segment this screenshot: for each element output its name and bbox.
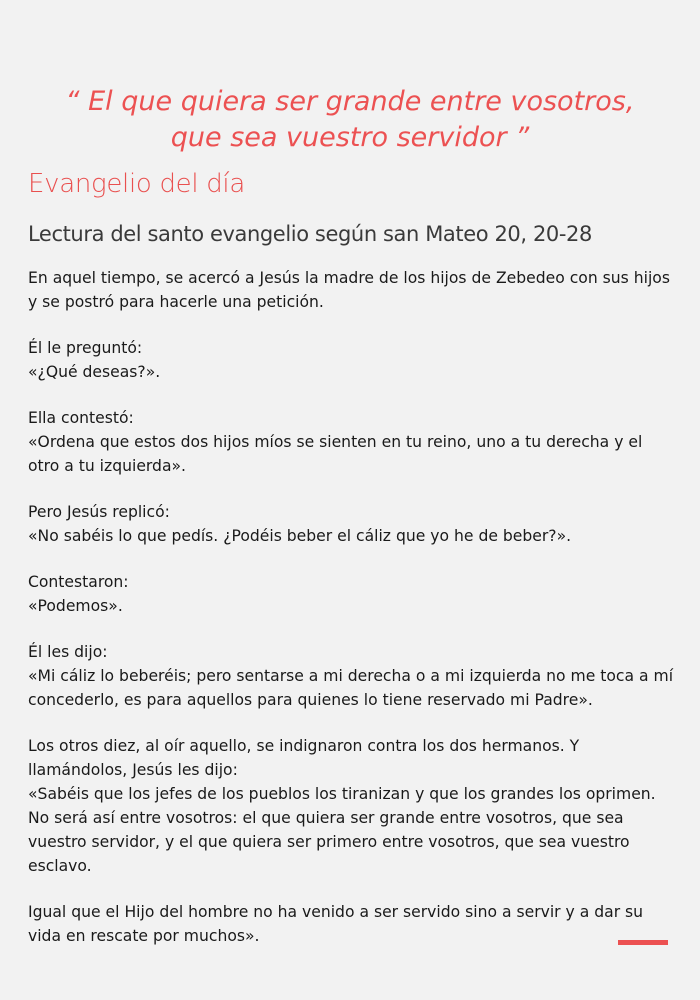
gospel-paragraph (28, 570, 676, 618)
gospel-paragraph-line: Contestaron: (28, 573, 129, 591)
reading-title: Lectura del santo evangelio según san Mateo 20, 20-28 (28, 222, 592, 246)
gospel-paragraph-line: En aquel tiempo, se acercó a Jesús la madre de los hijos de Zebedeo con sus hijos y se postró para hacerle una petición. (28, 269, 670, 311)
gospel-quote-line-1: “ El que quiera ser grande entre vosotros, (65, 86, 635, 117)
gospel-paragraph-line: «Mi cáliz lo beberéis; pero sentarse a mi derecha o a mi izquierda no me toca a mí concederlo, es para aquellos para quienes lo tiene reservado mi Padre». (28, 667, 674, 709)
gospel-paragraph-line: Igual que el Hijo del hombre no ha venido a ser servido sino a servir y a dar su vida en rescate por muchos». (28, 903, 644, 945)
gospel-paragraph-line: Él le preguntó: (28, 339, 143, 357)
gospel-quote-line-2: que sea vuestro servidor ” (170, 122, 530, 153)
gospel-quote (0, 84, 700, 156)
gospel-paragraph-line: «No sabéis lo que pedís. ¿Podéis beber el cáliz que yo he de beber?». (28, 527, 572, 545)
gospel-paragraph-line: «Sabéis que los jefes de los pueblos los tiranizan y que los grandes los oprimen. No será así entre vosotros: el que quiera ser grande entre vosotros, que sea vuestro servidor, y el que quiera ser primero entre vosotros, que sea vuestro esclavo. (28, 785, 656, 875)
gospel-paragraph (28, 734, 676, 878)
gospel-paragraph (28, 500, 676, 548)
gospel-body (28, 266, 676, 970)
gospel-paragraph (28, 900, 676, 948)
accent-bar (618, 940, 668, 945)
gospel-paragraph (28, 266, 676, 314)
gospel-paragraph-line: «Ordena que estos dos hijos míos se sienten en tu reino, uno a tu derecha y el otro a tu izquierda». (28, 433, 643, 475)
gospel-paragraph-line: Él les dijo: (28, 643, 108, 661)
gospel-paragraph-line: «Podemos». (28, 597, 123, 615)
gospel-paragraph (28, 336, 676, 384)
gospel-paragraph-line: Los otros diez, al oír aquello, se indignaron contra los dos hermanos. Y llamándolos, Jesús les dijo: (28, 737, 580, 779)
gospel-paragraph (28, 640, 676, 712)
gospel-paragraph-line: Ella contestó: (28, 409, 134, 427)
gospel-paragraph-line: Pero Jesús replicó: (28, 503, 170, 521)
section-title: Evangelio del día (28, 169, 245, 199)
gospel-paragraph-line: «¿Qué deseas?». (28, 363, 161, 381)
gospel-paragraph (28, 406, 676, 478)
